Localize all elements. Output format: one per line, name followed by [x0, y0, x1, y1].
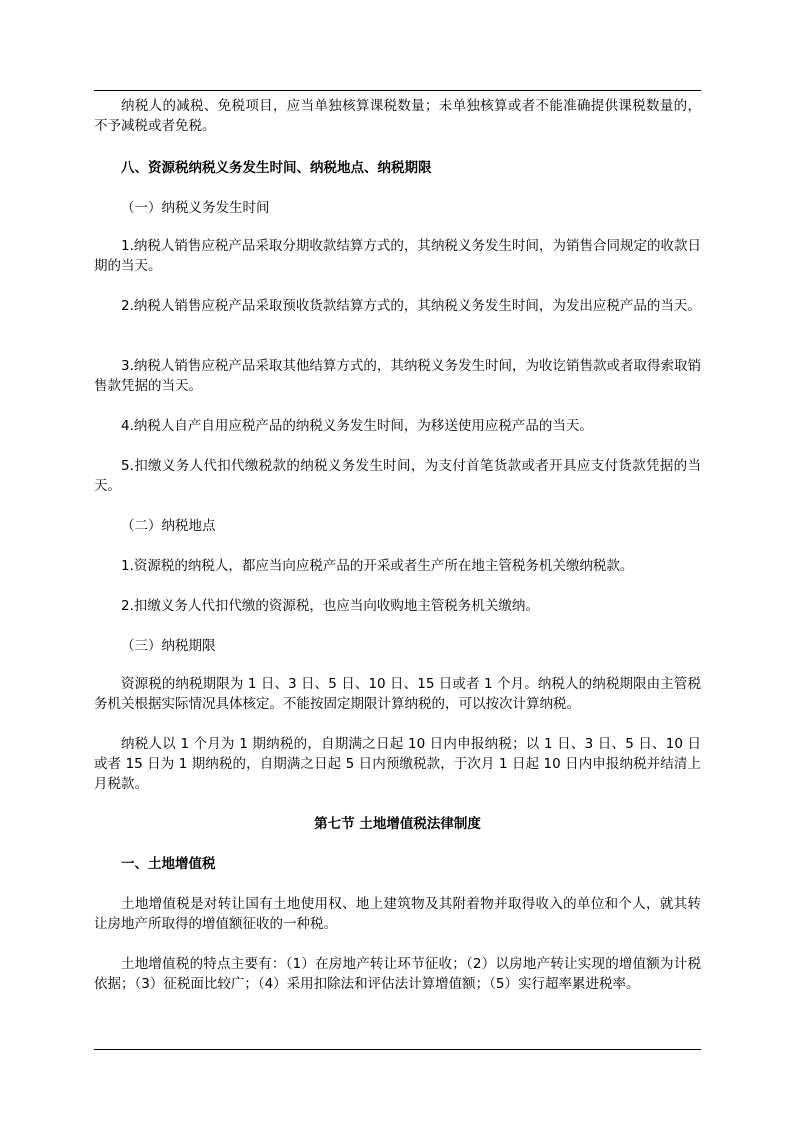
paragraph-period-definition: 资源税的纳税期限为 1 日、3 日、5 日、10 日、15 日或者 1 个月。纳税人的纳税期限由主管税务机关根据实际情况具体核定。不能按固定期限计算纳税的，可以按次计算纳税。	[94, 676, 701, 712]
paragraph-tax-exemption: 纳税人的减税、免税项目，应当单独核算课税数量；未单独核算或者不能准确提供课税数量的，不予减税或者免税。	[94, 98, 701, 134]
paragraph-location-taxpayer: 1.资源税的纳税人，都应当向应税产品的开采或者生产所在地主管税务机关缴纳税款。	[121, 558, 634, 574]
paragraph-land-vat-features: 土地增值税的特点主要有：（1）在房地产转让环节征收；（2）以房地产转让实现的增值额为计税依据；（3）征税面比较广；（4）采用扣除法和评估法计算增值额；（5）实行超率累进税率。	[94, 956, 701, 992]
subheading-tax-location: （二）纳税地点	[121, 518, 216, 534]
footer-rule	[94, 1049, 701, 1050]
paragraph-self-use: 4.纳税人自产自用应税产品的纳税义务发生时间，为移送使用应税产品的当天。	[121, 418, 593, 434]
subheading-tax-period: （三）纳税期限	[121, 638, 216, 654]
heading-section-eight: 八、资源税纳税义务发生时间、纳税地点、纳税期限	[121, 160, 432, 176]
paragraph-installment-sale: 1.纳税人销售应税产品采取分期收款结算方式的，其纳税义务发生时间，为销售合同规定的收款日期的当天。	[94, 238, 701, 274]
subheading-obligation-time: （一）纳税义务发生时间	[121, 200, 270, 216]
paragraph-land-vat-definition: 土地增值税是对转让国有土地使用权、地上建筑物及其附着物并取得收入的单位和个人，就其转让房地产所取得的增值额征收的一种税。	[94, 896, 701, 932]
section-title-land-vat: 第七节 土地增值税法律制度	[314, 816, 481, 832]
heading-land-vat: 一、土地增值税	[121, 856, 216, 872]
paragraph-period-filing: 纳税人以 1 个月为 1 期纳税的，自期满之日起 10 日内申报纳税；以 1 日、3 日、5 日、10 日或者 15 日为 1 期纳税的，自期满之日起 5 日内预缴税款，于次月 1 日起 10 日内申报纳税并结清上月税款。	[94, 736, 701, 792]
paragraph-advance-payment: 2.纳税人销售应税产品采取预收货款结算方式的，其纳税义务发生时间，为发出应税产品的当天。	[121, 298, 701, 314]
header-rule	[94, 90, 701, 91]
paragraph-location-withholding: 2.扣缴义务人代扣代缴的资源税，也应当向收购地主管税务机关缴纳。	[121, 598, 539, 614]
paragraph-other-settlement: 3.纳税人销售应税产品采取其他结算方式的，其纳税义务发生时间，为收讫销售款或者取得索取销售款凭据的当天。	[94, 358, 701, 394]
paragraph-withholding-agent: 5.扣缴义务人代扣代缴税款的纳税义务发生时间，为支付首笔货款或者开具应支付货款凭据的当天。	[94, 458, 701, 494]
